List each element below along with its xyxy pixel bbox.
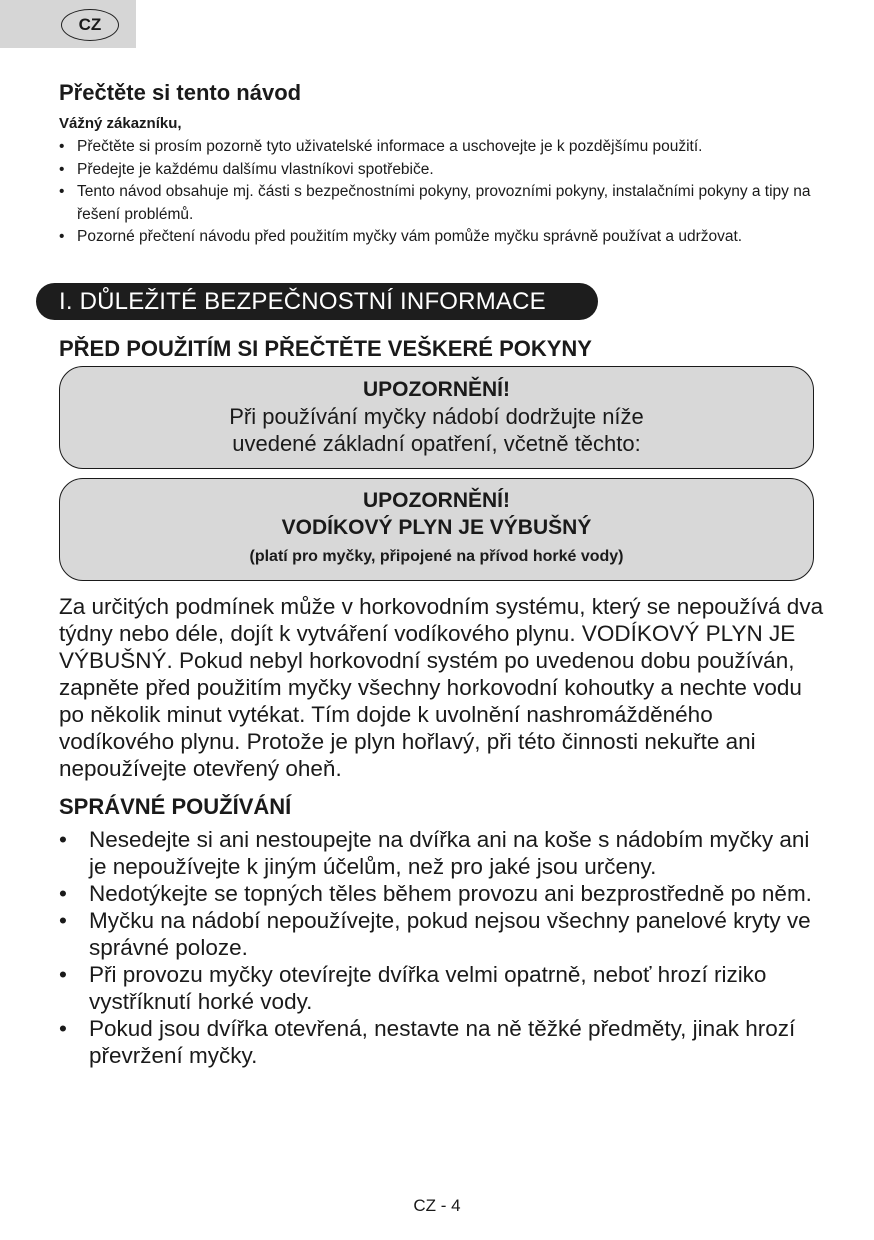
correct-use-item: • Při provozu myčky otevírejte dvířka velmi opatrně, neboť hrozí riziko vystříknutí horké vody. <box>59 961 829 1015</box>
intro-list <box>59 136 829 249</box>
warning-box-general <box>59 366 814 469</box>
warning-title: UPOZORNĚNÍ! <box>363 489 510 512</box>
warning-box-hydrogen <box>59 478 814 581</box>
before-use-heading: PŘED POUŽITÍM SI PŘEČTĚTE VEŠKERÉ POKYNY <box>59 336 592 361</box>
correct-use-item: • Nedotýkejte se topných těles během provozu ani bezprostředně po něm. <box>59 880 829 907</box>
warning-note: (platí pro myčky, připojené na přívod horké vody) <box>249 548 624 565</box>
language-code-badge: CZ <box>61 9 119 41</box>
warning-title: UPOZORNĚNÍ! <box>363 378 510 401</box>
correct-use-heading: SPRÁVNÉ POUŽÍVÁNÍ <box>59 794 292 819</box>
intro-item: • Předejte je každému dalšímu vlastníkovi spotřebiče. <box>59 159 829 182</box>
hydrogen-paragraph: Za určitých podmínek může v horkovodním systému, který se nepoužívá dva týdny nebo déle, dojít k vytváření vodíkového plynu. VODÍKOVÝ PLYN JE VÝBUŠNÝ. Pokud nebyl horkovodní systém po uvedenou dobu používán, zapněte před použitím myčky všechny horkovodní kohoutky a nechte vodu po několik minut vytékat. Tím dojde k uvolnění nashromážděného vodíkového plynu. Protože je plyn hořlavý, při této činnosti nekuřte ani nepoužívejte otevřený oheň. <box>59 594 824 781</box>
correct-use-item: • Nesedejte si ani nestoupejte na dvířka ani na koše s nádobím myčky ani je nepoužívejte k jiným účelům, než pro jaké jsou určeny. <box>59 826 829 880</box>
correct-use-item: • Pokud jsou dvířka otevřená, nestavte na ně těžké předměty, jinak hrozí převržení myčky. <box>59 1015 829 1069</box>
correct-use-item: • Myčku na nádobí nepoužívejte, pokud nejsou všechny panelové kryty ve správné poloze. <box>59 907 829 961</box>
intro-greeting: Vážný zákazníku, <box>59 115 182 132</box>
intro-item: • Pozorné přečtení návodu před použitím myčky vám pomůže myčku správně používat a udržovat. <box>59 226 829 249</box>
warning-line: Při používání myčky nádobí dodržujte níže <box>229 404 644 429</box>
warning-line: uvedené základní opatření, včetně těchto: <box>232 431 641 456</box>
correct-use-list <box>59 826 829 1069</box>
section-title-band: I. DŮLEŽITÉ BEZPEČNOSTNÍ INFORMACE <box>36 283 598 320</box>
language-tab <box>0 0 136 48</box>
intro-item: • Přečtěte si prosím pozorně tyto uživatelské informace a uschovejte je k pozdějšímu použití. <box>59 136 829 159</box>
intro-title: Přečtěte si tento návod <box>59 80 302 105</box>
intro-item: • Tento návod obsahuje mj. části s bezpečnostními pokyny, provozními pokyny, instalačními pokyny a tipy na řešení problémů. <box>59 181 829 226</box>
page-number: CZ - 4 <box>413 1196 461 1215</box>
warning-headline: VODÍKOVÝ PLYN JE VÝBUŠNÝ <box>281 516 592 539</box>
